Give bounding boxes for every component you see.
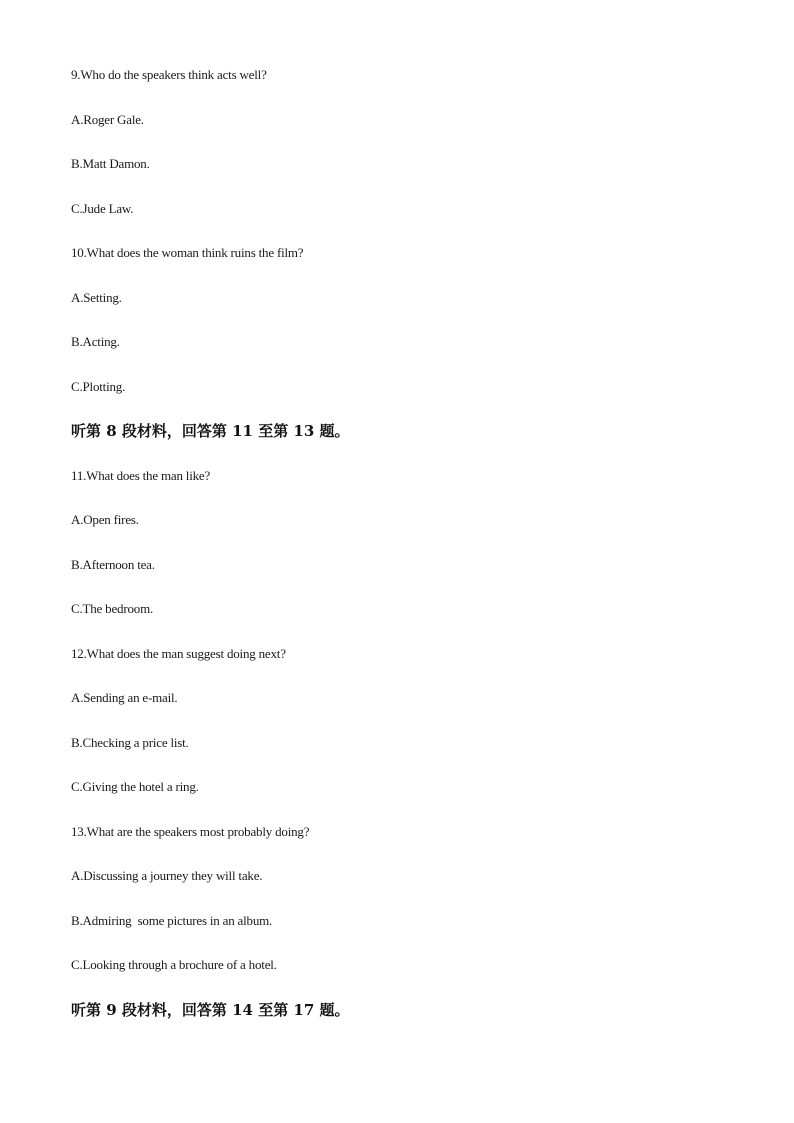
option-13a: A.Discussing a journey they will take. [71,868,263,883]
section-heading-8: 听第 8 段材料，回答第 11 至第 13 题。 [71,422,350,440]
option-12b: B.Checking a price list. [71,734,189,750]
option-12c: C.Giving the hotel a ring. [71,779,199,794]
option-9c: C.Jude Law. [71,200,134,216]
option-11b: B.Afternoon tea. [71,556,155,572]
question-12: 12.What does the man suggest doing next? [71,645,286,661]
question-10: 10.What does the woman think ruins the film? [71,245,304,260]
option-9a: A.Roger Gale. [71,111,144,127]
option-10c: C.Plotting. [71,378,126,394]
option-13c: C.Looking through a brochure of a hotel. [71,957,277,972]
option-10b: B.Acting. [71,334,120,349]
option-11c: C.The bedroom. [71,601,154,616]
option-9b: B.Matt Damon. [71,156,150,171]
option-12a: A.Sending an e-mail. [71,690,178,705]
section-heading-9: 听第 9 段材料，回答第 14 至第 17 题。 [71,1000,350,1019]
question-13: 13.What are the speakers most probably doing? [71,823,310,839]
question-9: 9.Who do the speakers think acts well? [71,67,267,82]
option-13b: B.Admiring some pictures in an album. [71,912,273,928]
document-content [71,62,721,1041]
question-11: 11.What does the man like? [71,467,211,483]
option-11a: A.Open fires. [71,512,139,527]
option-10a: A.Setting. [71,289,122,305]
